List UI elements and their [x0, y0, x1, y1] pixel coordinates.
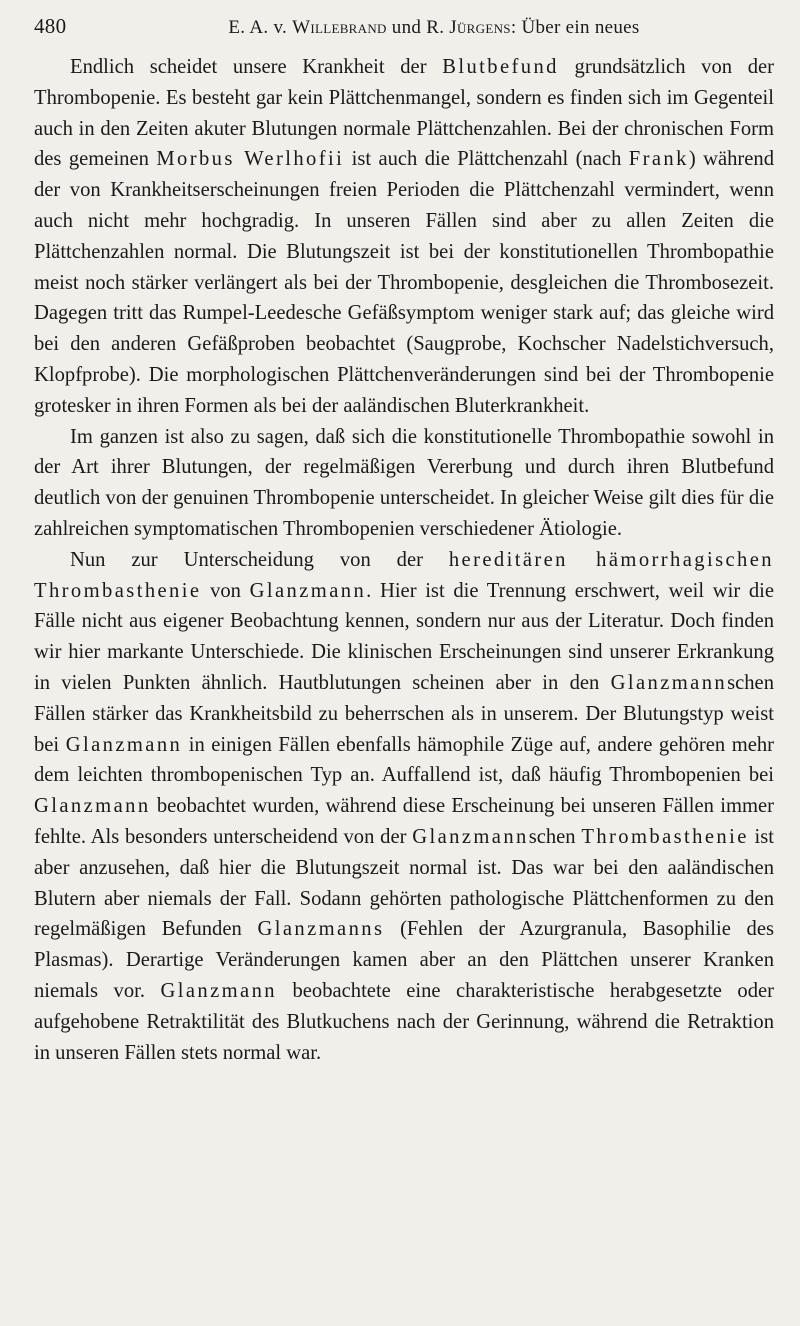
text-run: ist aber anzusehen, daß hier die Blutungszeit normal ist. Das war bei den aaländischen Blutern aber niemals der Fall. Sodann gehörten pathologische Plättchenformen zu den regelmäßigen Befunden	[34, 825, 774, 941]
running-header	[34, 14, 774, 48]
author1-initials: E. A. v.	[228, 17, 293, 38]
text-run: beobachtet wurden, während diese Erscheinung bei unseren Fällen immer fehlte. Als besonders unterscheidend von der	[34, 795, 774, 848]
text-run: Im ganzen ist also zu sagen, daß sich die konstitutionelle Thrombopathie sowohl in der Art ihrer Blutungen, der regelmäßigen Vererbung und durch ihren Blutbefund deutlich von der genuinen Thrombopenie unterscheidet. In gleicher Weise gilt dies für die zahlreichen symptomatischen Thrombopenien verschiedener Ätiologie.	[34, 425, 774, 540]
body-text	[34, 52, 774, 1068]
text-run: . Hier ist die Trennung erschwert, weil wir die Fälle nicht aus eigener Beobachtung kennen, sondern nur aus der Literatur. Doch finden wir hier markante Unterschiede. Die klinischen Erscheinungen sind unserer Erkrankung in vielen Punkten ähnlich. Hautblutungen scheinen aber in den	[34, 579, 774, 694]
text-run: von	[201, 579, 250, 602]
paragraph	[34, 545, 774, 1069]
spaced-emphasis: Blutbefund	[442, 56, 559, 78]
spaced-emphasis: Morbus Werlhofii	[156, 148, 345, 171]
spaced-emphasis: Glanzmann	[65, 733, 183, 756]
paragraph	[34, 52, 774, 422]
text-run: Nun zur Unterscheidung von der	[70, 548, 449, 571]
text-run: ist auch die Plättchenzahl (nach	[344, 148, 629, 171]
author1-name: Willebrand	[292, 17, 387, 38]
spaced-emphasis: Glanzmann	[249, 579, 367, 602]
title-fragment: : Über ein neues	[510, 17, 640, 38]
spaced-emphasis: Glanzmann	[160, 979, 277, 1002]
text-run: schen Fällen stärker das Krankheitsbild zu beherrschen als in unserem. Der Blutungstyp weist bei	[34, 671, 774, 756]
conjunction: und R.	[386, 17, 450, 38]
author2-name: Jürgens	[449, 17, 511, 38]
text-run: ) während der von Krankheitserscheinungen freien Perioden die Plättchenzahl vermindert, wenn auch nicht mehr hochgradig. In unseren Fällen sind aber zu allen Zeiten die Plättchenzahlen normal. Die Blutungszeit ist bei der konstitutionellen Thrombopathie meist noch stärker verlängert als bei der Thrombopenie, desgleichen die Thrombosezeit. Dagegen tritt das Rumpel-Leedesche Gefäßsymptom weniger stark auf; das gleiche wird bei den anderen Gefäßproben beobachtet (Saugprobe, Kochscher Nadelstichversuch, Klopfprobe). Die morphologischen Plättchenveränderungen sind bei der Thrombopenie grotesker in ihren Formen als bei der aaländischen Bluterkrankheit.	[34, 148, 774, 417]
paragraph	[34, 422, 774, 545]
spaced-emphasis: Glanzmann	[412, 825, 529, 848]
running-title	[94, 17, 774, 39]
spaced-emphasis: Glanzmann	[34, 795, 151, 818]
text-run: grundsätzlich von der Thrombopenie. Es besteht gar kein Plättchenmangel, sondern es finden sich im Gegenteil auch in den Zeiten akuter Blutungen normale Plättchenzahlen. Bei der chronischen Form des gemeinen	[34, 56, 774, 171]
text-run: in einigen Fällen ebenfalls hämophile Züge auf, andere gehören mehr dem leichten thrombopenischen Typ an. Auffallend ist, daß häufig Thrombopenien bei	[34, 733, 775, 787]
text-run: schen	[528, 825, 582, 848]
text-run: Endlich scheidet unsere Krankheit der	[70, 56, 443, 78]
spaced-emphasis: Frank	[628, 148, 689, 171]
text-run: beobachtete eine charakteristische herabgesetzte oder aufgehobene Retraktilität des Blutkuchens nach der Gerinnung, während die Retraktion in unseren Fällen stets normal war.	[34, 979, 774, 1064]
text-run: (Fehlen der Azurgranula, Basophilie des Plasmas). Derartige Veränderungen kamen aber an den Plättchen unserer Kranken niemals vor.	[34, 918, 774, 1002]
spaced-emphasis: Glanzmann	[610, 671, 728, 694]
spaced-emphasis: Glanzmanns	[257, 918, 385, 941]
spaced-emphasis: Thrombasthenie	[581, 825, 749, 848]
page-number: 480	[34, 14, 67, 38]
spaced-emphasis: hereditären hämorrhagischen Thrombasthenie	[34, 548, 774, 602]
